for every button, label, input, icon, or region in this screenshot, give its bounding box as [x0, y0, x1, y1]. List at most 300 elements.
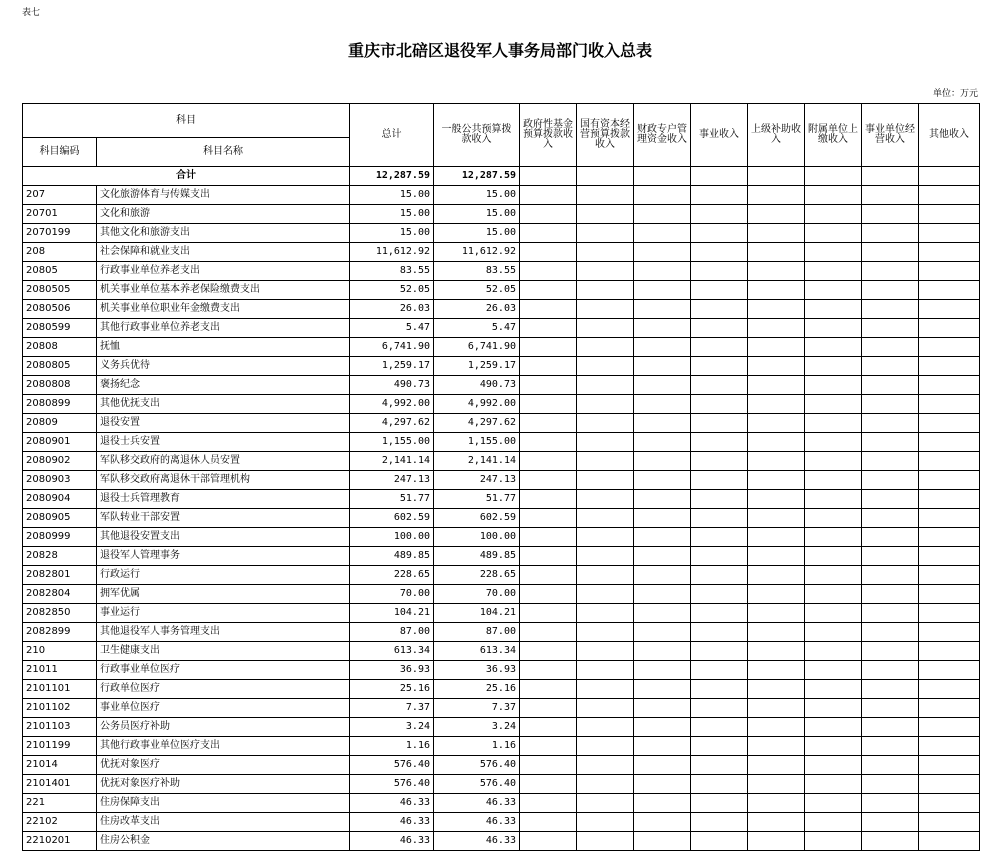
row-empty-cell — [805, 338, 862, 357]
row-empty-cell — [577, 205, 634, 224]
row-empty-cell — [691, 661, 748, 680]
row-empty-cell — [634, 661, 691, 680]
row-total: 4,297.62 — [350, 414, 434, 433]
row-empty-cell — [577, 604, 634, 623]
row-empty-cell — [520, 262, 577, 281]
row-empty-cell — [691, 699, 748, 718]
row-name: 行政事业单位医疗 — [97, 661, 350, 680]
row-code: 2080904 — [23, 490, 97, 509]
row-name: 卫生健康支出 — [97, 642, 350, 661]
row-empty-cell — [520, 832, 577, 851]
row-empty-cell — [748, 471, 805, 490]
row-empty-cell — [862, 794, 919, 813]
row-empty-cell — [748, 414, 805, 433]
row-empty-cell — [691, 737, 748, 756]
table-row — [23, 186, 980, 205]
row-empty-cell — [748, 281, 805, 300]
row-code: 2080808 — [23, 376, 97, 395]
row-empty-cell — [862, 623, 919, 642]
row-empty-cell — [634, 832, 691, 851]
row-empty-cell — [691, 547, 748, 566]
row-total: 6,741.90 — [350, 338, 434, 357]
row-empty-cell — [634, 699, 691, 718]
row-empty-cell — [520, 756, 577, 775]
row-empty-cell — [919, 471, 980, 490]
row-empty-cell — [919, 376, 980, 395]
row-empty-cell — [520, 319, 577, 338]
row-empty-cell — [748, 680, 805, 699]
row-empty-cell — [919, 718, 980, 737]
row-empty-cell — [691, 775, 748, 794]
row-empty-cell — [520, 566, 577, 585]
row-total: 602.59 — [350, 509, 434, 528]
row-empty-cell — [862, 585, 919, 604]
row-name: 其他优抚支出 — [97, 395, 350, 414]
row-empty-cell — [577, 585, 634, 604]
row-code: 2082804 — [23, 585, 97, 604]
row-general: 104.21 — [434, 604, 520, 623]
row-empty-cell — [520, 243, 577, 262]
row-empty-cell — [577, 471, 634, 490]
row-empty-cell — [520, 585, 577, 604]
row-empty-cell — [748, 319, 805, 338]
row-empty-cell — [520, 509, 577, 528]
row-empty-cell — [805, 186, 862, 205]
row-empty-cell — [691, 680, 748, 699]
row-empty-cell — [634, 585, 691, 604]
row-total: 5.47 — [350, 319, 434, 338]
row-empty-cell — [805, 452, 862, 471]
row-empty-cell — [919, 414, 980, 433]
row-empty-cell — [805, 699, 862, 718]
row-empty-cell — [862, 300, 919, 319]
row-empty-cell — [691, 832, 748, 851]
row-name: 退役士兵安置 — [97, 433, 350, 452]
row-empty-cell — [520, 775, 577, 794]
row-empty-cell — [691, 813, 748, 832]
row-code: 2082899 — [23, 623, 97, 642]
row-empty-cell — [520, 433, 577, 452]
row-empty-cell — [748, 186, 805, 205]
row-code: 2080901 — [23, 433, 97, 452]
row-empty-cell — [520, 718, 577, 737]
row-empty-cell — [691, 319, 748, 338]
row-empty-cell — [577, 281, 634, 300]
row-empty-cell — [520, 186, 577, 205]
row-empty-cell — [748, 452, 805, 471]
row-total: 83.55 — [350, 262, 434, 281]
row-code: 2101102 — [23, 699, 97, 718]
row-empty-cell — [577, 737, 634, 756]
row-empty-cell — [919, 490, 980, 509]
row-empty-cell — [805, 680, 862, 699]
row-name: 文化和旅游 — [97, 205, 350, 224]
row-empty-cell — [862, 642, 919, 661]
row-code: 2080903 — [23, 471, 97, 490]
row-code: 2082850 — [23, 604, 97, 623]
row-code: 2080506 — [23, 300, 97, 319]
row-empty-cell — [748, 376, 805, 395]
row-empty-cell — [634, 262, 691, 281]
row-empty-cell — [805, 357, 862, 376]
row-empty-cell — [520, 414, 577, 433]
row-empty-cell — [805, 794, 862, 813]
row-general: 46.33 — [434, 832, 520, 851]
row-code: 22102 — [23, 813, 97, 832]
row-empty-cell — [520, 395, 577, 414]
row-empty-cell — [577, 813, 634, 832]
row-empty-cell — [748, 566, 805, 585]
row-name: 军队移交政府离退休干部管理机构 — [97, 471, 350, 490]
row-empty-cell — [919, 699, 980, 718]
row-empty-cell — [748, 604, 805, 623]
row-empty-cell — [919, 357, 980, 376]
row-empty-cell — [634, 718, 691, 737]
row-empty-cell — [577, 319, 634, 338]
row-general: 5.47 — [434, 319, 520, 338]
row-empty-cell — [691, 490, 748, 509]
row-total: 489.85 — [350, 547, 434, 566]
row-empty-cell — [577, 186, 634, 205]
row-code: 2210201 — [23, 832, 97, 851]
row-empty-cell — [577, 566, 634, 585]
row-name: 社会保障和就业支出 — [97, 243, 350, 262]
row-code: 210 — [23, 642, 97, 661]
row-empty-cell — [805, 528, 862, 547]
row-empty-cell — [634, 433, 691, 452]
row-empty-cell — [748, 832, 805, 851]
row-empty-cell — [691, 300, 748, 319]
table-row — [23, 281, 980, 300]
row-total: 52.05 — [350, 281, 434, 300]
row-empty-cell — [919, 737, 980, 756]
table-row — [23, 471, 980, 490]
row-empty-cell — [919, 832, 980, 851]
row-empty-cell — [520, 224, 577, 243]
row-empty-cell — [805, 395, 862, 414]
row-empty-cell — [805, 509, 862, 528]
header-state-capital: 国有资本经营预算拨款收入 — [577, 104, 634, 167]
row-name: 事业单位医疗 — [97, 699, 350, 718]
row-empty-cell — [862, 661, 919, 680]
row-empty-cell — [862, 566, 919, 585]
row-empty-cell — [634, 452, 691, 471]
row-code: 2101101 — [23, 680, 97, 699]
row-empty-cell — [919, 642, 980, 661]
table-row — [23, 756, 980, 775]
row-total: 15.00 — [350, 205, 434, 224]
row-empty-cell — [520, 205, 577, 224]
row-general: 576.40 — [434, 775, 520, 794]
row-empty-cell — [919, 243, 980, 262]
row-empty-cell — [577, 452, 634, 471]
row-empty-cell — [805, 775, 862, 794]
row-name: 军队转业干部安置 — [97, 509, 350, 528]
row-total: 100.00 — [350, 528, 434, 547]
total-label: 合计 — [23, 167, 350, 186]
row-empty-cell — [520, 642, 577, 661]
row-code: 2080999 — [23, 528, 97, 547]
row-empty-cell — [691, 433, 748, 452]
row-general: 15.00 — [434, 224, 520, 243]
row-empty-cell — [805, 718, 862, 737]
row-general: 36.93 — [434, 661, 520, 680]
row-empty-cell — [520, 338, 577, 357]
row-empty-cell — [862, 737, 919, 756]
row-empty-cell — [520, 471, 577, 490]
row-code: 2101199 — [23, 737, 97, 756]
row-empty-cell — [805, 414, 862, 433]
row-empty-cell — [805, 661, 862, 680]
row-empty-cell — [862, 281, 919, 300]
header-general-budget: 一般公共预算拨款收入 — [434, 104, 520, 167]
row-total: 1,155.00 — [350, 433, 434, 452]
row-name: 义务兵优待 — [97, 357, 350, 376]
row-code: 21011 — [23, 661, 97, 680]
row-empty-cell — [919, 205, 980, 224]
row-name: 其他退役军人事务管理支出 — [97, 623, 350, 642]
table-row — [23, 623, 980, 642]
row-empty-cell — [805, 376, 862, 395]
row-code: 20808 — [23, 338, 97, 357]
row-empty-cell — [634, 680, 691, 699]
row-empty-cell — [634, 813, 691, 832]
row-total: 36.93 — [350, 661, 434, 680]
row-empty-cell — [691, 243, 748, 262]
row-general: 489.85 — [434, 547, 520, 566]
row-name: 退役安置 — [97, 414, 350, 433]
row-empty-cell — [748, 718, 805, 737]
row-empty-cell — [691, 186, 748, 205]
table-row — [23, 509, 980, 528]
row-name: 住房公积金 — [97, 832, 350, 851]
row-empty-cell — [691, 585, 748, 604]
row-empty-cell — [520, 547, 577, 566]
row-name: 其他文化和旅游支出 — [97, 224, 350, 243]
row-empty-cell — [634, 642, 691, 661]
row-empty-cell — [748, 585, 805, 604]
row-empty-cell — [634, 243, 691, 262]
row-empty-cell — [805, 300, 862, 319]
row-empty-cell — [919, 566, 980, 585]
row-empty-cell — [748, 756, 805, 775]
row-empty-cell — [691, 471, 748, 490]
row-empty-cell — [748, 243, 805, 262]
row-empty-cell — [520, 300, 577, 319]
row-empty-cell — [748, 813, 805, 832]
row-empty-cell — [919, 623, 980, 642]
row-name: 抚恤 — [97, 338, 350, 357]
row-empty-cell — [634, 623, 691, 642]
row-empty-cell — [520, 813, 577, 832]
total-sum: 12,287.59 — [350, 167, 434, 186]
row-general: 70.00 — [434, 585, 520, 604]
row-code: 208 — [23, 243, 97, 262]
table-row — [23, 338, 980, 357]
header-total: 总计 — [350, 104, 434, 167]
row-name: 其他行政事业单位养老支出 — [97, 319, 350, 338]
row-empty-cell — [577, 832, 634, 851]
row-empty-cell — [805, 471, 862, 490]
row-empty-cell — [805, 490, 862, 509]
header-other-income: 其他收入 — [919, 104, 980, 167]
row-name: 退役军人管理事务 — [97, 547, 350, 566]
row-empty-cell — [748, 528, 805, 547]
row-empty-cell — [520, 281, 577, 300]
row-empty-cell — [919, 433, 980, 452]
row-name: 事业运行 — [97, 604, 350, 623]
table-row — [23, 680, 980, 699]
row-total: 4,992.00 — [350, 395, 434, 414]
row-general: 25.16 — [434, 680, 520, 699]
row-empty-cell — [634, 547, 691, 566]
row-empty-cell — [577, 547, 634, 566]
row-name: 优抚对象医疗 — [97, 756, 350, 775]
table-row — [23, 414, 980, 433]
row-empty-cell — [919, 281, 980, 300]
row-total: 104.21 — [350, 604, 434, 623]
row-empty-cell — [520, 737, 577, 756]
row-code: 20701 — [23, 205, 97, 224]
row-empty-cell — [748, 794, 805, 813]
row-empty-cell — [691, 452, 748, 471]
row-empty-cell — [805, 205, 862, 224]
row-empty-cell — [691, 224, 748, 243]
table-row — [23, 433, 980, 452]
row-empty-cell — [520, 623, 577, 642]
table-row — [23, 528, 980, 547]
row-empty-cell — [634, 471, 691, 490]
row-empty-cell — [634, 224, 691, 243]
table-row — [23, 452, 980, 471]
row-empty-cell — [520, 604, 577, 623]
header-operation-income: 事业单位经营收入 — [862, 104, 919, 167]
row-empty-cell — [520, 794, 577, 813]
row-empty-cell — [577, 490, 634, 509]
row-empty-cell — [919, 547, 980, 566]
row-total: 247.13 — [350, 471, 434, 490]
row-name: 住房保障支出 — [97, 794, 350, 813]
row-empty-cell — [577, 300, 634, 319]
header-superior-subsidy: 上级补助收入 — [748, 104, 805, 167]
row-general: 83.55 — [434, 262, 520, 281]
row-empty-cell — [862, 528, 919, 547]
row-empty-cell — [691, 794, 748, 813]
row-total: 576.40 — [350, 756, 434, 775]
row-empty-cell — [748, 338, 805, 357]
header-business-income: 事业收入 — [691, 104, 748, 167]
row-empty-cell — [805, 243, 862, 262]
row-code: 2080902 — [23, 452, 97, 471]
row-empty-cell — [862, 832, 919, 851]
row-empty-cell — [577, 623, 634, 642]
row-empty-cell — [919, 338, 980, 357]
row-empty-cell — [748, 224, 805, 243]
row-empty-cell — [577, 642, 634, 661]
table-row — [23, 224, 980, 243]
row-empty-cell — [634, 205, 691, 224]
row-empty-cell — [691, 376, 748, 395]
row-empty-cell — [691, 414, 748, 433]
row-empty-cell — [805, 319, 862, 338]
row-empty-cell — [577, 338, 634, 357]
table-number-label: 表七 — [22, 8, 41, 18]
row-empty-cell — [862, 338, 919, 357]
row-total: 15.00 — [350, 224, 434, 243]
row-empty-cell — [862, 471, 919, 490]
row-empty-cell — [577, 262, 634, 281]
row-total: 46.33 — [350, 813, 434, 832]
row-code: 2082801 — [23, 566, 97, 585]
row-code: 20809 — [23, 414, 97, 433]
row-empty-cell — [520, 357, 577, 376]
row-empty-cell — [691, 566, 748, 585]
row-empty-cell — [862, 319, 919, 338]
table-row — [23, 775, 980, 794]
row-empty-cell — [862, 604, 919, 623]
row-empty-cell — [862, 414, 919, 433]
row-empty-cell — [805, 642, 862, 661]
row-empty-cell — [577, 509, 634, 528]
row-code: 2101103 — [23, 718, 97, 737]
row-name: 其他退役安置支出 — [97, 528, 350, 547]
row-code: 221 — [23, 794, 97, 813]
header-subject-name: 科目名称 — [97, 138, 350, 167]
row-name: 机关事业单位基本养老保险缴费支出 — [97, 281, 350, 300]
row-empty-cell — [634, 490, 691, 509]
row-general: 613.34 — [434, 642, 520, 661]
row-empty-cell — [748, 642, 805, 661]
row-name: 文化旅游体育与传媒支出 — [97, 186, 350, 205]
row-empty-cell — [577, 224, 634, 243]
row-empty-cell — [577, 775, 634, 794]
row-general: 576.40 — [434, 756, 520, 775]
table-row — [23, 718, 980, 737]
row-empty-cell — [805, 433, 862, 452]
row-empty-cell — [577, 718, 634, 737]
header-affiliated-income: 附属单位上缴收入 — [805, 104, 862, 167]
row-empty-cell — [919, 794, 980, 813]
row-general: 2,141.14 — [434, 452, 520, 471]
row-total: 87.00 — [350, 623, 434, 642]
row-empty-cell — [862, 186, 919, 205]
row-general: 26.03 — [434, 300, 520, 319]
row-empty-cell — [691, 357, 748, 376]
table-row — [23, 813, 980, 832]
row-total: 3.24 — [350, 718, 434, 737]
row-empty-cell — [919, 262, 980, 281]
row-name: 退役士兵管理教育 — [97, 490, 350, 509]
row-general: 52.05 — [434, 281, 520, 300]
row-empty-cell — [805, 585, 862, 604]
row-empty-cell — [577, 376, 634, 395]
row-empty-cell — [577, 395, 634, 414]
table-row — [23, 604, 980, 623]
row-total: 613.34 — [350, 642, 434, 661]
row-empty-cell — [805, 737, 862, 756]
row-name: 其他行政事业单位医疗支出 — [97, 737, 350, 756]
row-total: 576.40 — [350, 775, 434, 794]
row-name: 军队移交政府的离退休人员安置 — [97, 452, 350, 471]
row-empty-cell — [634, 509, 691, 528]
row-empty-cell — [577, 756, 634, 775]
table-row — [23, 699, 980, 718]
table-row — [23, 395, 980, 414]
row-name: 行政运行 — [97, 566, 350, 585]
row-empty-cell — [634, 338, 691, 357]
row-empty-cell — [862, 813, 919, 832]
row-empty-cell — [919, 585, 980, 604]
